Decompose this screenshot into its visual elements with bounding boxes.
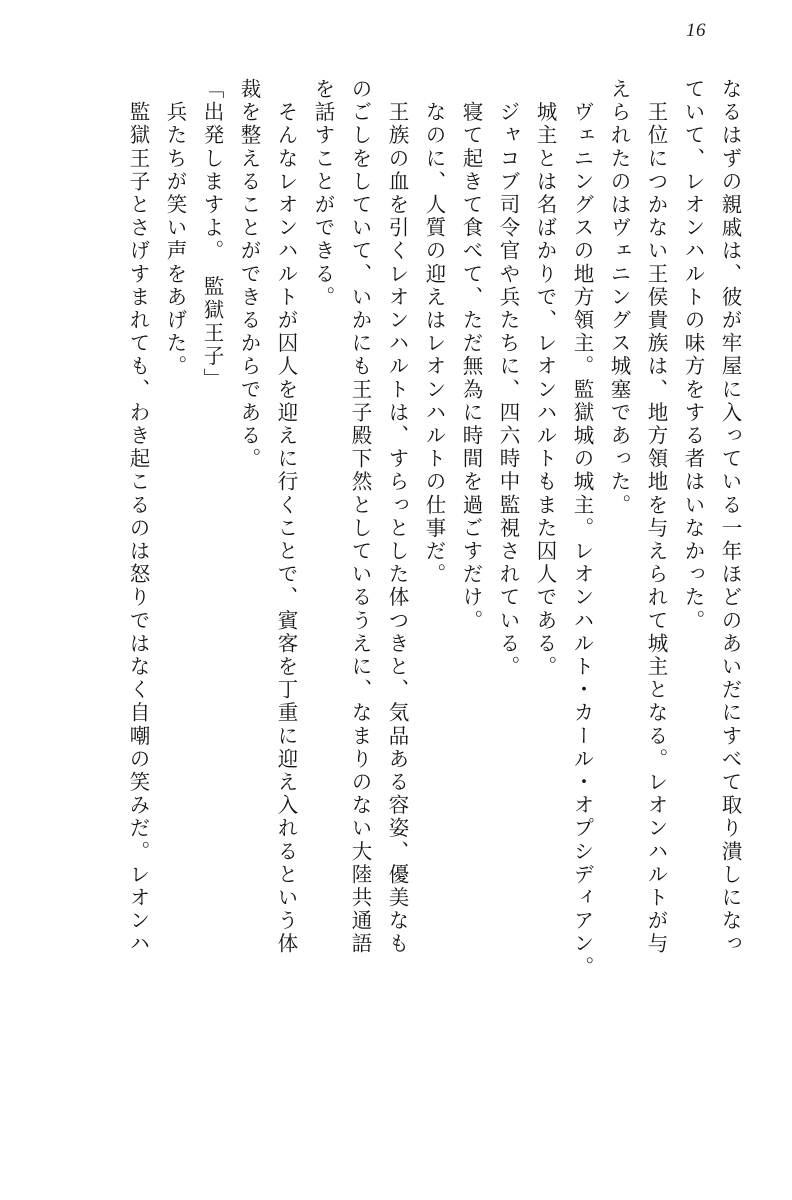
text-line: なのに、人質の迎えはレオンハルトの仕事だ。 <box>422 78 446 587</box>
text-line: ヴェニングスの地方領主。監獄城の城主。レオンハルト・カール・オプシディアン。 <box>570 78 594 979</box>
text-line: ジャコブ司令官や兵たちに、四六時中監視されている。 <box>496 78 520 679</box>
text-line: 裁を整えることができるからである。 <box>237 78 261 471</box>
text-line: を話すことができる。 <box>311 78 335 309</box>
text-line: 王族の血を引くレオンハルトは、すらっとした体つきと、気品ある容姿、優美なも <box>385 78 409 956</box>
text-line: ていて、レオンハルトの味方をする者はいなかった。 <box>681 78 705 633</box>
text-line: 兵たちが笑い声をあげた。 <box>163 78 187 379</box>
page-number: 16 <box>686 20 706 41</box>
text-line: えられたのはヴェニングス城塞であった。 <box>607 78 631 517</box>
text-line: 城主とは名ばかりで、レオンハルトもまた囚人である。 <box>533 78 557 679</box>
text-line: 監獄王子とさげすまれても、わき起こるのは怒りではなく自嘲の笑みだ。レオンハ <box>126 78 150 956</box>
text-line: なるはずの親戚は、彼が牢屋に入っている一年ほどのあいだにすべて取り潰しになっ <box>718 78 742 956</box>
text-line: そんなレオンハルトが囚人を迎えに行くことで、賓客を丁重に迎え入れるという体 <box>274 78 298 956</box>
text-line: のごしをしていて、いかにも王子殿下然としているうえに、なまりのない大陸共通語 <box>348 78 372 956</box>
text-line: 寝て起きて食べて、ただ無為に時間を過ごすだけ。 <box>459 78 483 633</box>
text-line: 「出発しますよ。 監獄王子」 <box>200 78 224 392</box>
vertical-text-block <box>44 78 740 1168</box>
text-line: 王位につかない王侯貴族は、地方領地を与えられて城主となる。レオンハルトが与 <box>644 78 668 956</box>
